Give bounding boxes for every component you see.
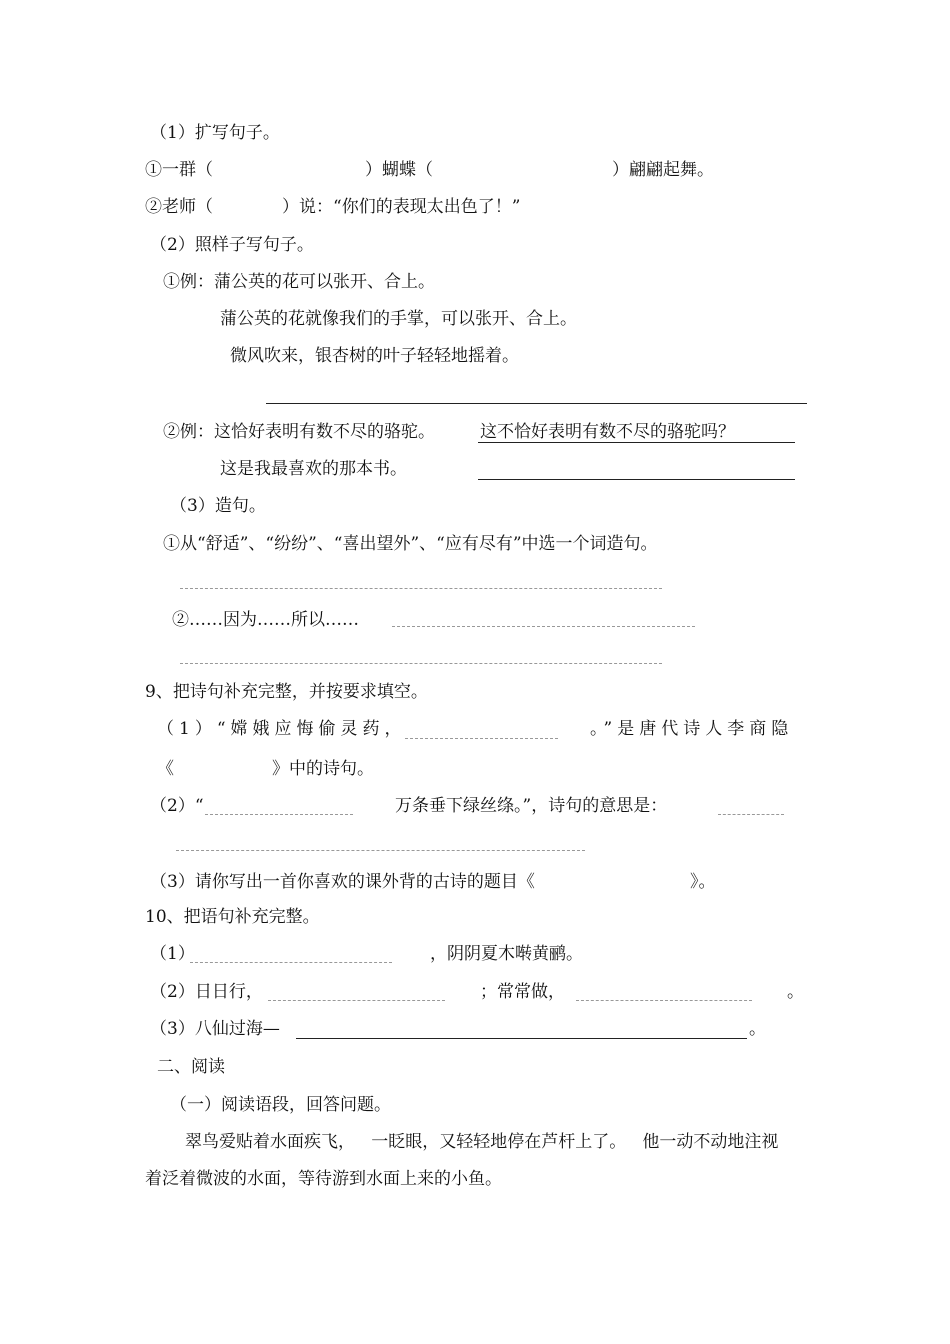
reading-subheading: （一）阅读语段，回答问题。 (170, 1095, 391, 1115)
expand-sentence-1-mid: ）蝴蝶（ (365, 160, 433, 180)
q10-1-start: （1） (150, 944, 195, 964)
example-2-label: ②例：这恰好表明有数不尽的骆驼。 (163, 422, 435, 442)
blank-q10-1[interactable] (190, 962, 392, 963)
blank-butterfly-modifier[interactable] (440, 158, 610, 182)
q8-part1-title: （1）扩写句子。 (150, 123, 280, 143)
q9-1-start: （1）“嫦娥应悔偷灵药， (157, 719, 407, 739)
answer-line-make-1[interactable] (180, 588, 662, 589)
example-1-model: 蒲公英的花就像我们的手掌，可以张开、合上。 (220, 309, 577, 329)
q8-part2-title: （2）照样子写句子。 (150, 235, 314, 255)
q10-2-end: 。 (787, 982, 804, 1002)
blank-willow-line[interactable] (205, 814, 353, 815)
reading-paragraph-line-2: 着泛着微波的水面，等待游到水面上来的小鱼。 (145, 1169, 502, 1189)
blank-group-modifier[interactable] (220, 158, 360, 182)
blank-teacher-modifier[interactable] (212, 195, 280, 219)
blank-q10-3[interactable] (296, 1038, 747, 1039)
answer-line-make-2a[interactable] (392, 626, 695, 627)
q10-1-end: ，阴阴夏木啭黄鹂。 (430, 944, 583, 964)
blank-q10-2b[interactable] (576, 1000, 752, 1001)
q9-3-start: （3）请你写出一首你喜欢的课外背的古诗的题目《 (150, 872, 535, 892)
q10-title: 10、把语句补充完整。 (145, 907, 320, 927)
example-2-task: 这是我最喜欢的那本书。 (220, 459, 407, 479)
q10-3-start: （3）八仙过海— (150, 1019, 280, 1039)
expand-sentence-1-end: ）翩翩起舞。 (612, 160, 714, 180)
blank-poem-title[interactable] (178, 757, 270, 781)
answer-line-example-2[interactable] (478, 479, 795, 480)
blank-meaning-a[interactable] (718, 814, 784, 815)
expand-sentence-1-start: ①一群（ (145, 160, 213, 180)
make-sentence-2-prompt: ②……因为……所以…… (172, 610, 359, 630)
q9-title: 9、把诗句补充完整，并按要求填空。 (145, 682, 428, 702)
q10-2-start: （2）日日行， (150, 982, 263, 1002)
answer-line-example-1[interactable] (266, 403, 807, 404)
reading-heading: 二、阅读 (157, 1057, 225, 1077)
blank-poem-line[interactable] (405, 738, 558, 739)
example-1-task: 微风吹来，银杏树的叶子轻轻地摇着。 (230, 346, 519, 366)
example-2-answer-underline (478, 442, 795, 443)
q8-part3-title: （3）造句。 (170, 496, 266, 516)
blank-q10-2a[interactable] (268, 1000, 445, 1001)
q10-3-end: 。 (749, 1019, 766, 1039)
q9-3-end: 》。 (690, 872, 716, 892)
make-sentence-1-prompt: ①从“舒适”、“纷纷”、“喜出望外”、“应有尽有”中选一个词造句。 (163, 534, 658, 554)
q10-2-mid: ；常常做， (480, 982, 565, 1002)
blank-favorite-poem[interactable] (548, 870, 688, 894)
blank-meaning-b[interactable] (176, 850, 585, 851)
expand-sentence-2-start: ②老师（ (145, 197, 213, 217)
example-2-answer: 这不恰好表明有数不尽的骆驼吗？ (480, 422, 735, 442)
reading-paragraph-line-1: 翠鸟爱贴着水面疾飞， 一眨眼，又轻轻地停在芦杆上了。 他一动不动地注视 (185, 1132, 779, 1152)
expand-sentence-2-end: ）说：“你们的表现太出色了！” (282, 197, 521, 217)
q9-1-title-close: 》中的诗句。 (272, 759, 374, 779)
q9-1-title-open: 《 (157, 759, 174, 779)
answer-line-make-2b[interactable] (180, 663, 662, 664)
q9-2-start: （2）“ (150, 796, 204, 816)
q9-1-end: 。”是唐代诗人李商隐 (590, 719, 794, 739)
q9-2-end: 万条垂下绿丝绦。”，诗句的意思是： (395, 796, 668, 816)
example-1-label: ①例：蒲公英的花可以张开、合上。 (163, 272, 435, 292)
